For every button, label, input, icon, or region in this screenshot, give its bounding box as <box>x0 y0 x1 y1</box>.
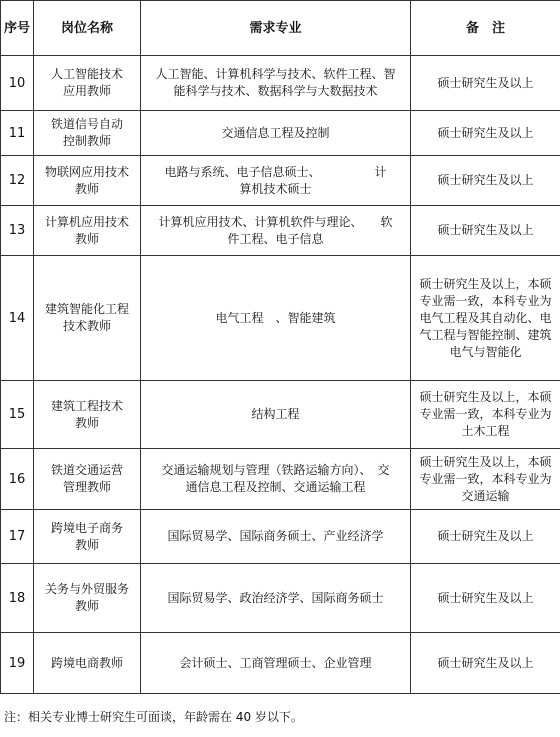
row-position: 关务与外贸服务 教师 <box>34 564 141 633</box>
row-no: 18 <box>1 564 34 633</box>
row-remark: 硕士研究生及以上 <box>411 206 560 256</box>
row-remark: 硕士研究生及以上 <box>411 633 560 694</box>
row-no: 11 <box>1 111 34 156</box>
table-row <box>1 156 560 206</box>
row-position: 铁道交通运营 管理教师 <box>34 449 141 510</box>
row-remark: 硕士研究生及以上，本硕 专业需一致，本科专业为 交通运输 <box>411 449 560 510</box>
row-no: 14 <box>1 256 34 381</box>
row-major: 交通运输规划与管理（铁路运输方向）、 交 通信息工程及控制、交通运输工程 <box>141 449 411 510</box>
row-position: 物联网应用技术 教师 <box>34 156 141 206</box>
row-remark: 硕士研究生及以上 <box>411 56 560 111</box>
table-row <box>1 633 560 694</box>
header-major: 需求专业 <box>141 1 411 56</box>
row-major: 计算机应用技术、计算机软件与理论、 软 件工程、电子信息 <box>141 206 411 256</box>
row-major: 电路与系统、电子信息硕士、 计 算机技术硕士 <box>141 156 411 206</box>
row-no: 10 <box>1 56 34 111</box>
table-row <box>1 449 560 510</box>
row-no: 13 <box>1 206 34 256</box>
row-remark: 硕士研究生及以上 <box>411 564 560 633</box>
row-remark: 硕士研究生及以上，本硕 专业需一致，本科专业为 土木工程 <box>411 381 560 449</box>
row-position: 建筑工程技术 教师 <box>34 381 141 449</box>
row-remark: 硕士研究生及以上，本硕 专业需一致，本科专业为 电气工程及其自动化、电 气工程与智能控制、建筑 电气与智能化 <box>411 256 560 381</box>
table-row <box>1 256 560 381</box>
header-no: 序号 <box>1 1 34 56</box>
row-major: 结构工程 <box>141 381 411 449</box>
table-row <box>1 381 560 449</box>
row-position: 建筑智能化工程 技术教师 <box>34 256 141 381</box>
table-row <box>1 564 560 633</box>
row-no: 19 <box>1 633 34 694</box>
row-major: 人工智能、计算机科学与技术、软件工程、智 能科学与技术、数据科学与大数据技术 <box>141 56 411 111</box>
row-no: 12 <box>1 156 34 206</box>
header-position: 岗位名称 <box>34 1 141 56</box>
row-position: 铁道信号自动 控制教师 <box>34 111 141 156</box>
table-header-row <box>1 1 560 56</box>
row-position: 计算机应用技术 教师 <box>34 206 141 256</box>
row-major: 国际贸易学、政治经济学、国际商务硕士 <box>141 564 411 633</box>
row-remark: 硕士研究生及以上 <box>411 156 560 206</box>
row-major: 电气工程 、智能建筑 <box>141 256 411 381</box>
row-no: 17 <box>1 510 34 564</box>
table-row <box>1 206 560 256</box>
footnote: 注：相关专业博士研究生可面谈，年龄需在 40 岁以下。 <box>4 710 303 724</box>
row-position: 人工智能技术 应用教师 <box>34 56 141 111</box>
row-position: 跨境电商教师 <box>34 633 141 694</box>
row-position: 跨境电子商务 教师 <box>34 510 141 564</box>
header-remark: 备 注 <box>411 1 560 56</box>
row-major: 国际贸易学、国际商务硕士、产业经济学 <box>141 510 411 564</box>
row-major: 会计硕士、工商管理硕士、企业管理 <box>141 633 411 694</box>
table-row <box>1 510 560 564</box>
row-no: 15 <box>1 381 34 449</box>
row-remark: 硕士研究生及以上 <box>411 111 560 156</box>
table-row <box>1 111 560 156</box>
row-no: 16 <box>1 449 34 510</box>
table-row <box>1 56 560 111</box>
row-remark: 硕士研究生及以上 <box>411 510 560 564</box>
row-major: 交通信息工程及控制 <box>141 111 411 156</box>
